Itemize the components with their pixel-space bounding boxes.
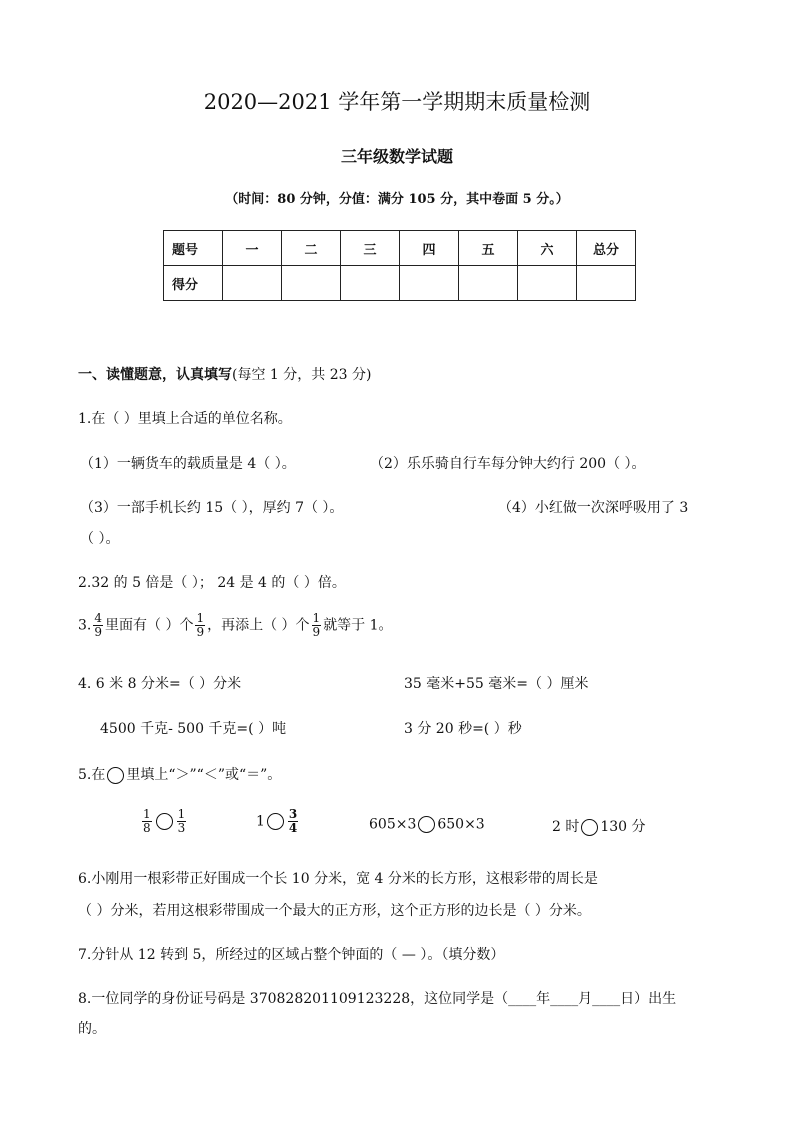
score-input-cell[interactable]: [341, 266, 400, 301]
score-table-score-row: [164, 266, 636, 301]
q3-text-a: 3.: [78, 617, 92, 634]
section-heading: [78, 364, 371, 384]
fraction: [195, 612, 205, 639]
score-table-cell: 题号: [164, 231, 223, 266]
q1-part2: （2）乐乐骑自行车每分钟大约行 200（ ）。: [370, 456, 646, 472]
compare-circle[interactable]: [418, 816, 435, 833]
fraction-numerator: 3: [288, 807, 298, 821]
score-input-cell[interactable]: [223, 266, 282, 301]
q1-part4: （4）小红做一次深呼吸用了 3: [498, 500, 689, 516]
fraction-denominator: 3: [177, 821, 186, 835]
circle-blank-icon: [107, 767, 124, 784]
q1-part3: （3）一部手机长约 15（ ），厚约 7（ ）。: [80, 500, 344, 516]
q5-text-a: 5.在: [78, 767, 106, 783]
fraction-numerator: 1: [196, 611, 205, 625]
q4-part-a: 4. 6 米 8 分米=（ ）分米: [78, 676, 242, 692]
q5-item2: [256, 808, 300, 835]
score-input-cell[interactable]: [400, 266, 459, 301]
q4-part-c: 4500 千克- 500 千克=( ）吨: [100, 721, 287, 737]
score-table-cell: 五: [459, 231, 518, 266]
section-heading-bold: 一、读懂题意，认真填写: [78, 367, 232, 383]
q6-line2: （ ）分米，若用这根彩带围成一个最大的正方形，这个正方形的边长是（ ）分米。: [78, 903, 591, 919]
score-input-cell[interactable]: [282, 266, 341, 301]
q3-text-c: ，再添上（ ）个: [207, 617, 310, 634]
q1-part4-cont: （ ）。: [80, 531, 120, 547]
q3-line: [78, 612, 393, 639]
q1-part1: （1）一辆货车的载质量是 4（ ）。: [80, 456, 296, 472]
exam-note: （时间：80 分钟，分值：满分 105 分，其中卷面 5 分。）: [225, 192, 569, 207]
score-table-cell: 总分: [577, 231, 636, 266]
fraction-numerator: 4: [94, 611, 102, 625]
compare-circle[interactable]: [581, 819, 598, 836]
q8-line2: 的。: [78, 1021, 106, 1037]
q5-item1: [140, 808, 188, 835]
score-input-cell[interactable]: [577, 266, 636, 301]
score-table-cell: 一: [223, 231, 282, 266]
score-table: [163, 230, 636, 301]
fraction-denominator: 8: [143, 821, 151, 835]
fraction: [312, 612, 322, 639]
score-input-cell[interactable]: [518, 266, 577, 301]
q5-text-b: 里填上“＞”“＜”或“＝”。: [126, 767, 282, 783]
exam-title: 2020—2021 学年第一学期期末质量检测: [203, 90, 591, 114]
q2-text: 2.32 的 5 倍是（ ）； 24 是 4 的（ ）倍。: [78, 575, 346, 591]
q5-item4-left: 2 时: [552, 819, 580, 835]
fraction-denominator: 4: [288, 821, 298, 835]
section-heading-rest: (每空 1 分，共 23 分): [232, 367, 372, 383]
fraction-numerator: 1: [312, 611, 321, 625]
fraction-numerator: 1: [177, 807, 186, 821]
fraction: [177, 808, 187, 835]
score-table-cell: 四: [400, 231, 459, 266]
q5-item4: [552, 816, 646, 836]
compare-circle[interactable]: [156, 813, 173, 830]
q5-item3-right: 650×3: [437, 816, 485, 833]
q3-text-d: 就等于 1。: [323, 617, 393, 634]
fraction: [288, 808, 298, 835]
q4-part-b: 35 毫米+55 毫米=（ ）厘米: [404, 676, 589, 692]
q5-item4-right: 130 分: [600, 819, 646, 835]
score-input-cell[interactable]: [459, 266, 518, 301]
score-table-header-row: [164, 231, 636, 266]
compare-circle[interactable]: [267, 813, 284, 830]
fraction-numerator: 1: [143, 807, 151, 821]
fraction: [142, 808, 152, 835]
q5-item3-left: 605×3: [369, 816, 417, 833]
q5-item3: [369, 816, 485, 833]
q4-part-d: 3 分 20 秒=( ）秒: [404, 721, 522, 737]
exam-subtitle: 三年级数学试题: [340, 147, 453, 166]
score-table-cell: 二: [282, 231, 341, 266]
q3-text-b: 里面有（ ）个: [105, 617, 194, 634]
fraction-denominator: 9: [196, 625, 205, 639]
fraction-denominator: 9: [312, 625, 321, 639]
fraction-denominator: 9: [94, 625, 102, 639]
q6-line1: 6.小刚用一根彩带正好围成一个长 10 分米，宽 4 分米的长方形，这根彩带的周长是: [78, 871, 598, 887]
fraction: [93, 612, 103, 639]
q1-stem: 1.在（ ）里填上合适的单位名称。: [78, 411, 292, 427]
score-table-cell: 得分: [164, 266, 223, 301]
q7-text: 7.分针从 12 转到 5，所经过的区域占整个钟面的（ — ）。（填分数）: [78, 947, 505, 963]
q5-item2-left: 1: [256, 813, 265, 830]
score-table-cell: 三: [341, 231, 400, 266]
score-table-cell: 六: [518, 231, 577, 266]
q8-line1: 8.一位同学的身份证号码是 370828201109123228，这位同学是（____年____月____日）出生: [78, 991, 677, 1007]
q5-stem: [78, 764, 281, 784]
